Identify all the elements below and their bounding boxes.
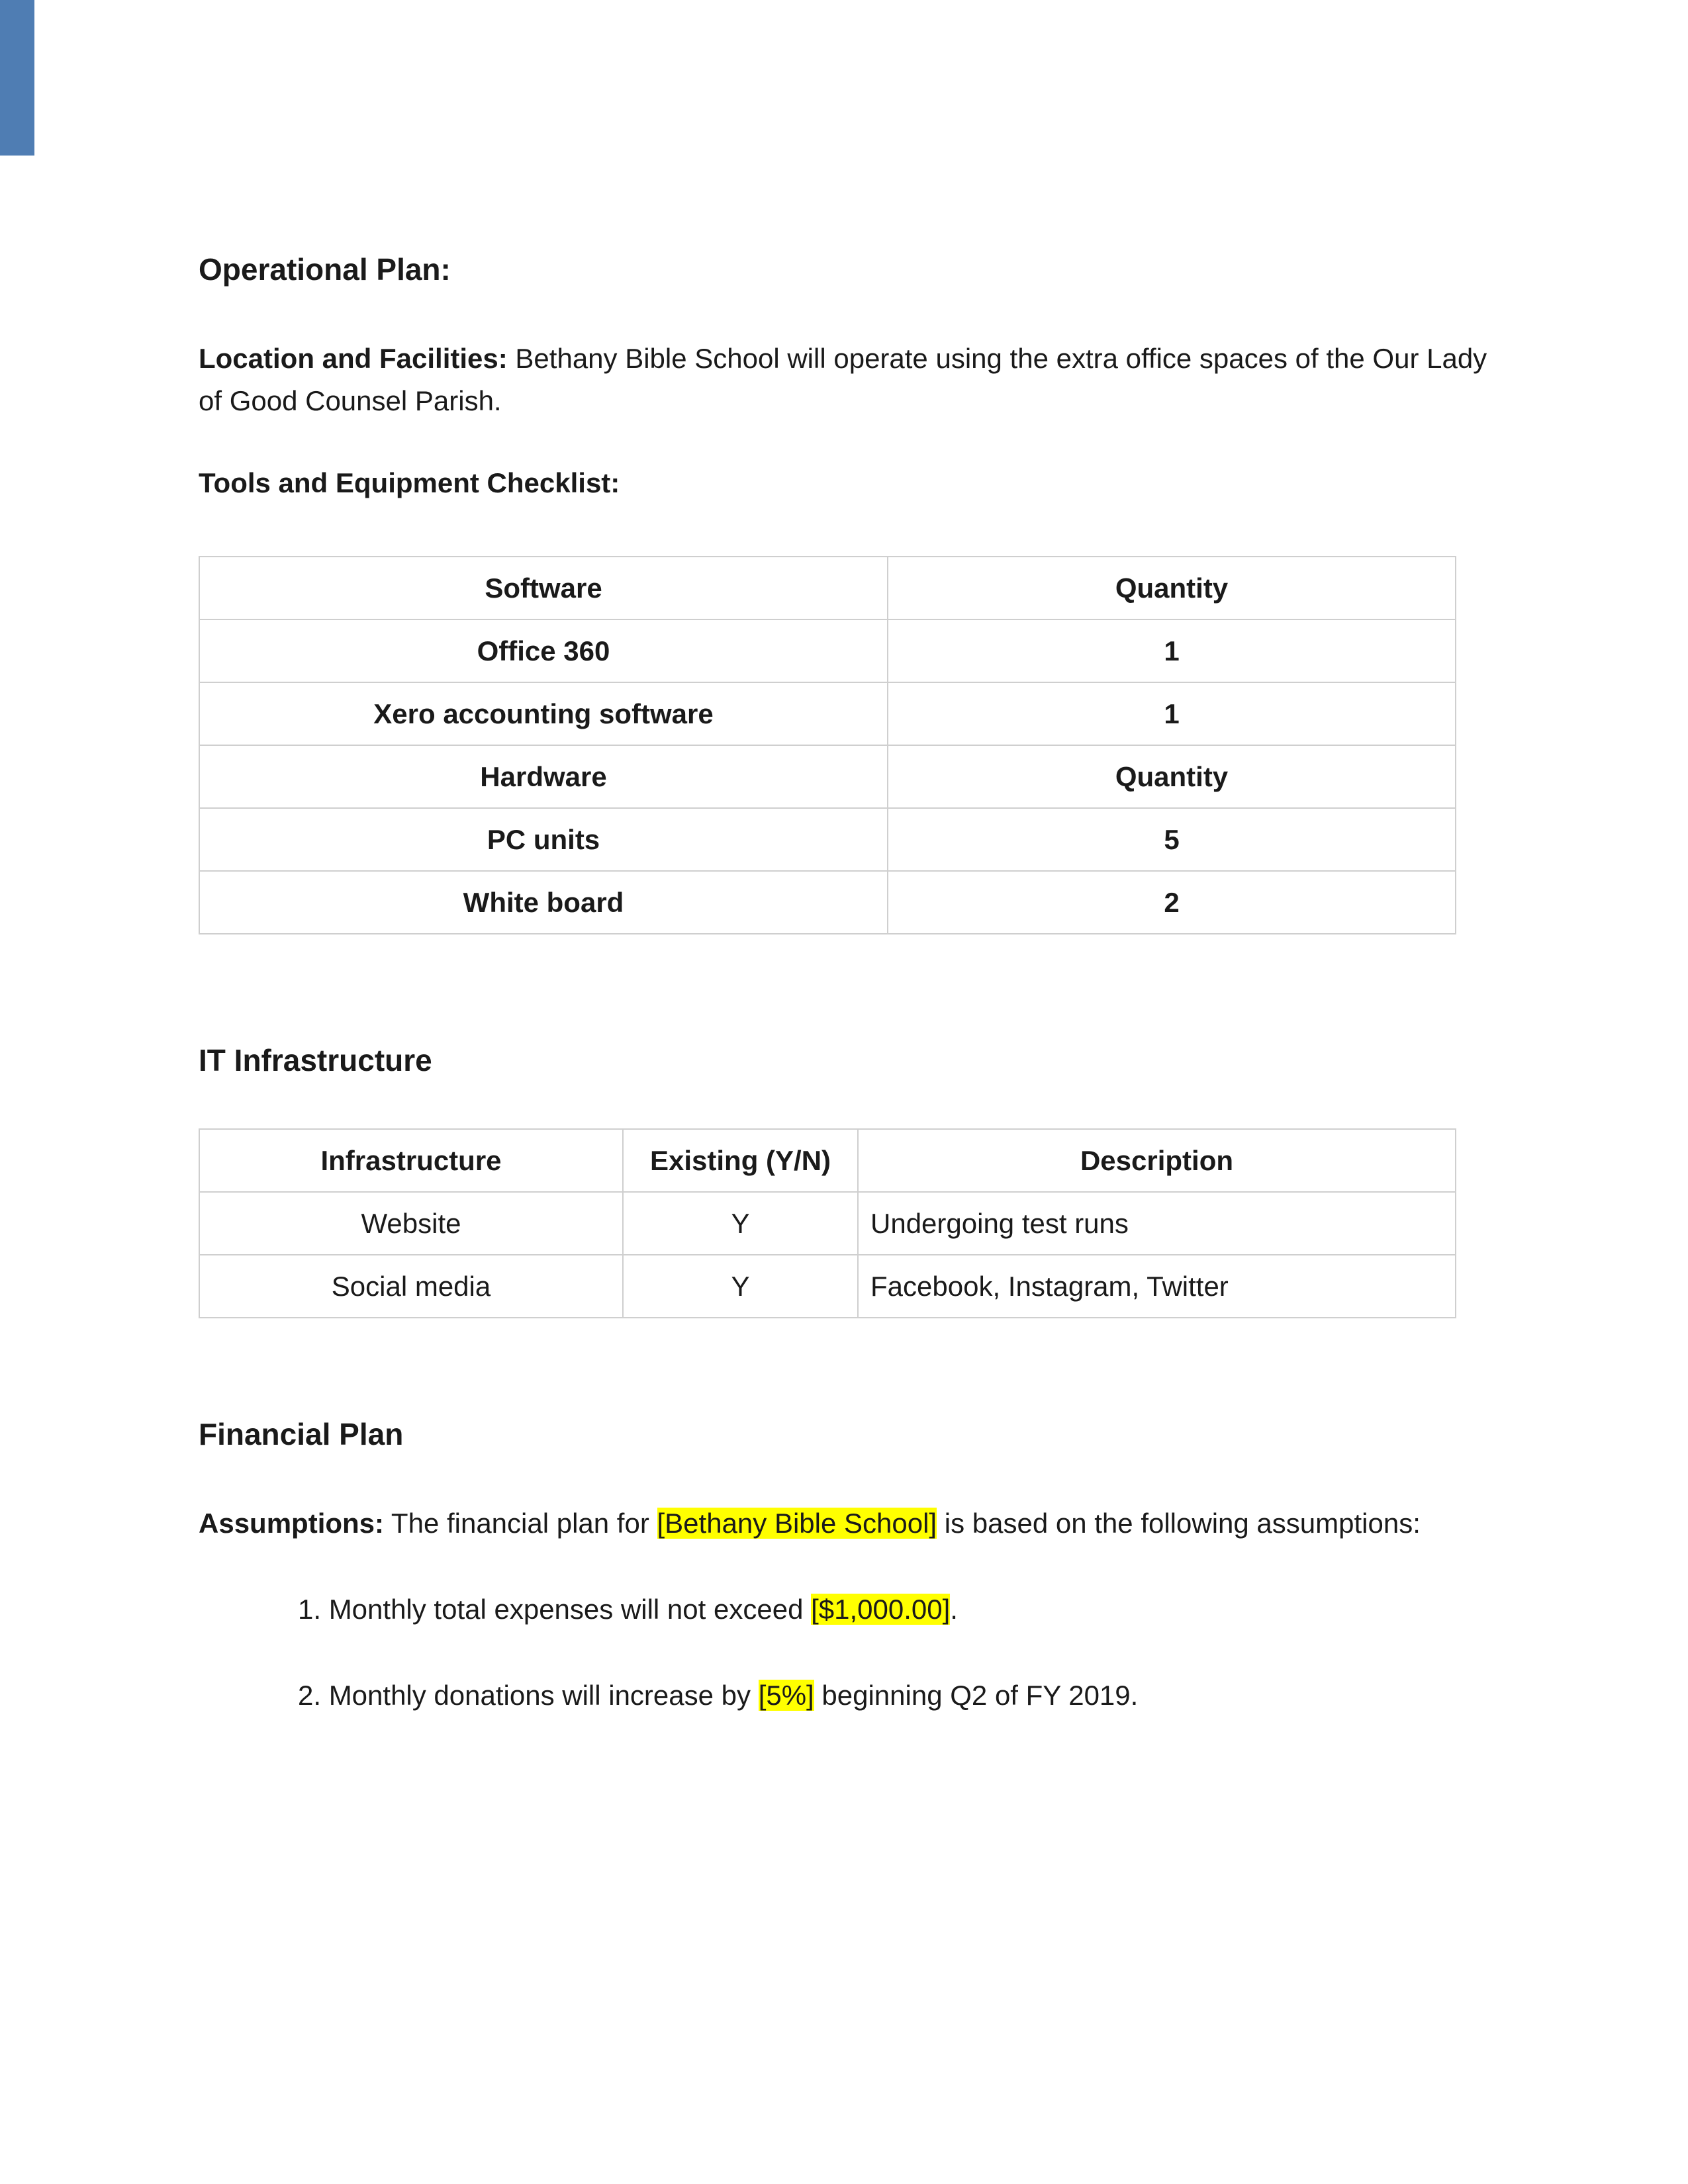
financial-plan-heading: Financial Plan (199, 1417, 404, 1451)
table-cell: Facebook, Instagram, Twitter (858, 1255, 1456, 1318)
assumption-item-2 (298, 1674, 1138, 1717)
item-text: . (950, 1594, 958, 1625)
table-row (199, 745, 1456, 808)
table-cell: Software (199, 557, 888, 619)
highlighted-placeholder: [Bethany Bible School] (657, 1508, 937, 1539)
table-header-cell: Description (858, 1129, 1456, 1192)
table-row (199, 1255, 1456, 1318)
location-text: Bethany Bible School will operate using the extra office spaces of the Our Lady of Good Counsel Parish. (199, 343, 1487, 416)
assumptions-paragraph (199, 1502, 1496, 1545)
table-row (199, 557, 1456, 619)
it-infrastructure-table (199, 1128, 1456, 1318)
table-cell: Office 360 (199, 619, 888, 682)
table-header-cell: Infrastructure (199, 1129, 623, 1192)
table-cell: PC units (199, 808, 888, 871)
table-cell: White board (199, 871, 888, 934)
highlighted-placeholder: [$1,000.00] (811, 1594, 951, 1625)
table-header-row (199, 1129, 1456, 1192)
assumption-item-1 (298, 1588, 958, 1631)
table-cell: Xero accounting software (199, 682, 888, 745)
location-paragraph (199, 338, 1496, 422)
table-cell: Social media (199, 1255, 623, 1318)
assumptions-pre-text: The financial plan for (384, 1508, 657, 1539)
page-side-accent-bar (0, 0, 34, 156)
table-cell: Y (623, 1192, 858, 1255)
it-infrastructure-heading: IT Infrastructure (199, 1043, 432, 1077)
location-label: Location and Facilities: (199, 343, 508, 374)
operational-plan-heading: Operational Plan: (199, 252, 451, 287)
assumptions-label: Assumptions: (199, 1508, 385, 1539)
table-row (199, 619, 1456, 682)
table-cell: Hardware (199, 745, 888, 808)
table-row (199, 682, 1456, 745)
assumptions-post-text: is based on the following assumptions: (937, 1508, 1421, 1539)
item-text: 2. Monthly donations will increase by (298, 1680, 759, 1711)
table-cell: Quantity (888, 557, 1456, 619)
table-cell: 1 (888, 619, 1456, 682)
table-cell: Y (623, 1255, 858, 1318)
table-header-cell: Existing (Y/N) (623, 1129, 858, 1192)
tools-equipment-table (199, 556, 1456, 934)
table-cell: 1 (888, 682, 1456, 745)
table-cell: 5 (888, 808, 1456, 871)
highlighted-placeholder: [5%] (758, 1680, 814, 1711)
table-row (199, 1192, 1456, 1255)
table-row (199, 808, 1456, 871)
item-text: beginning Q2 of FY 2019. (814, 1680, 1139, 1711)
item-text: 1. Monthly total expenses will not exceed (298, 1594, 812, 1625)
tools-heading: Tools and Equipment Checklist: (199, 467, 620, 498)
table-row (199, 871, 1456, 934)
table-cell: Undergoing test runs (858, 1192, 1456, 1255)
table-cell: 2 (888, 871, 1456, 934)
table-cell: Website (199, 1192, 623, 1255)
table-cell: Quantity (888, 745, 1456, 808)
